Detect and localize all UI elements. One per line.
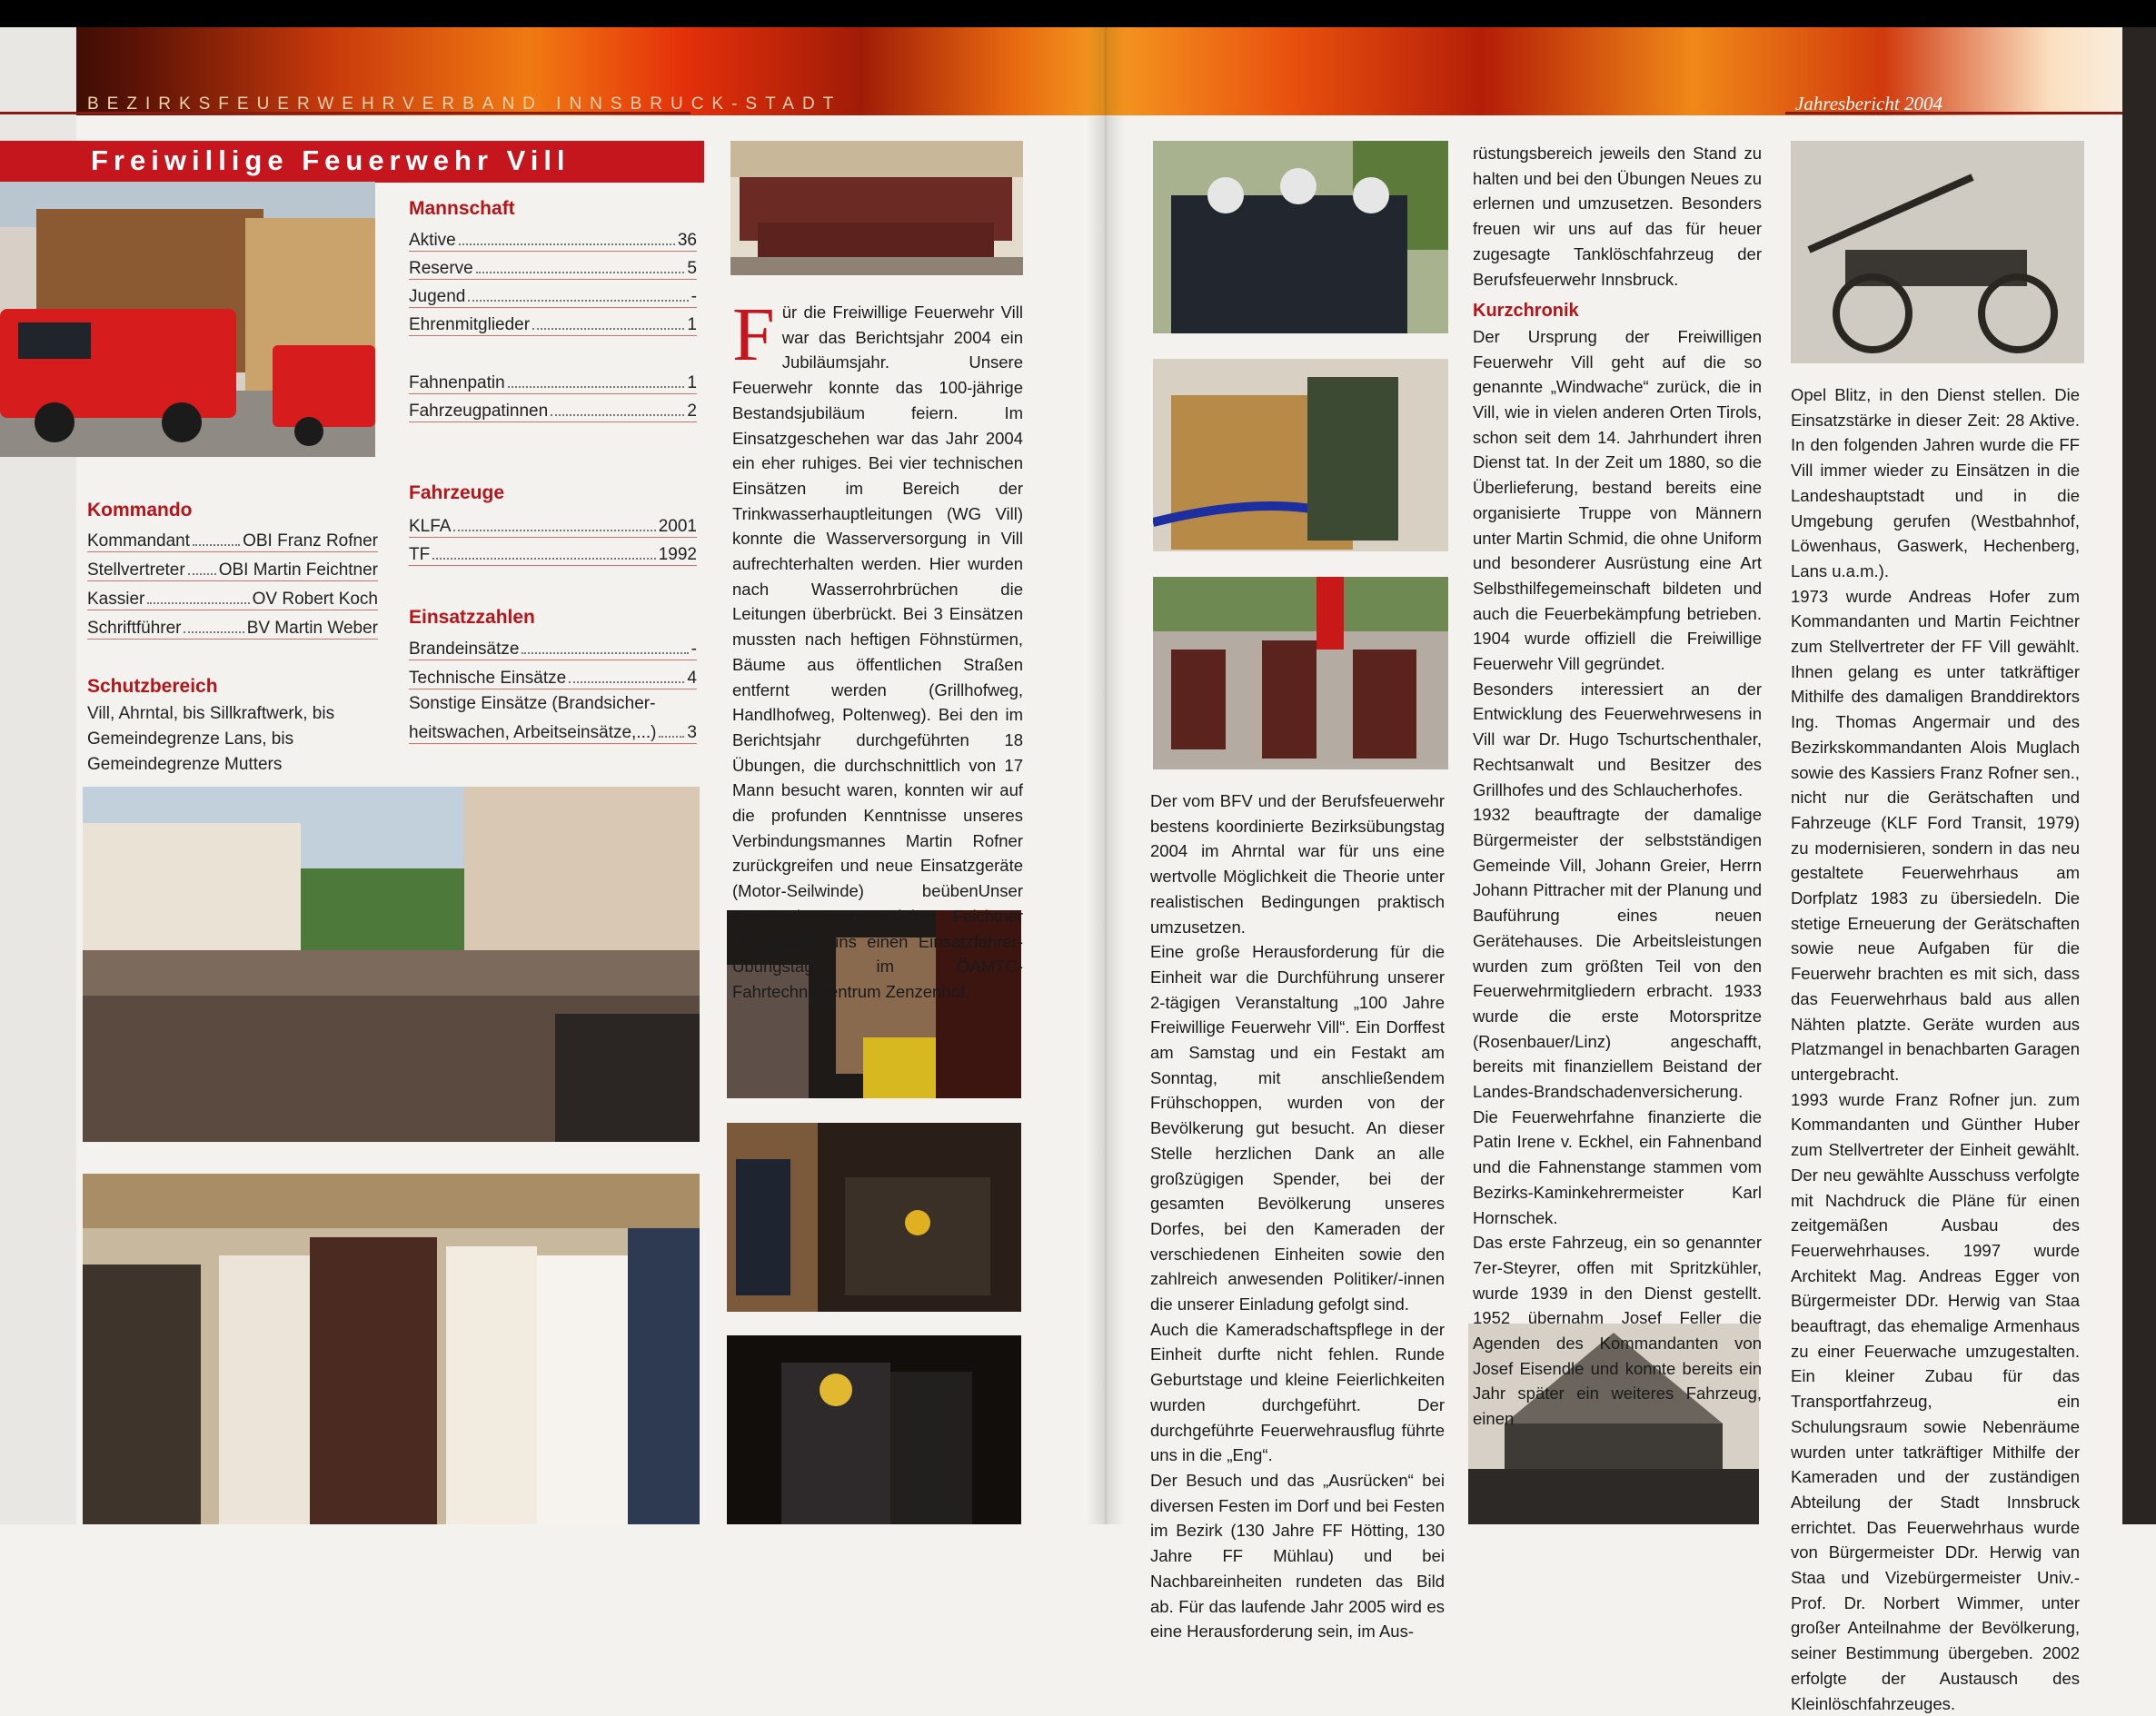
deployment-value: 4	[687, 669, 697, 688]
article-paragraph: Auch die Kameradschaftspflege in der Einheit durfte nicht fehlen. Runde Geburtstage und kleine Feierlichkeiten wurden durchgeführt. Der durchgeführte Feuerwehrausflug führte uns in die „Eng“.	[1150, 1319, 1445, 1465]
stat-value: -	[691, 287, 697, 306]
article-column-4	[1791, 382, 2080, 1716]
stat-value: 2	[687, 402, 697, 421]
article-paragraph: 1973 wurde Andreas Hofer zum Kommandanten und Martin Feichtner zum Stellvertreter der FF Vill gewählt. Ihnen gelang es unter tatkräftiger Mithilfe des damaligen Branddirektors Ing. Thomas Angermair und des Bezirkskommandanten Alois Muglach sowie des Kassiers Franz Rofner sen., nicht nur die Gerätschaften und Fahrzeuge (KLF Ford Transit, 1979) zu modernisieren, sondern in das neu gestaltete Feuerwehrhaus am Dorfplatz 1983 zu übersiedeln. Die stetige Erneuerung der Gerätschaften sowie neue Aufgaben für die Feuerwehr brachten es mit sich, dass das Feuerwehrhaus bald aus allen Nähten platzte. Geräte wurden aus Platzmangel in benachbarten Garagen untergebracht.	[1791, 586, 2080, 1084]
header-organisation: BEZIRKSFEUERWEHRVERBAND INNSBRUCK-STADT	[87, 94, 842, 114]
ceremony-guests-photo	[83, 1174, 700, 1524]
stat-value: 1	[687, 315, 697, 334]
article-paragraph: 1932 beauftragte der damalige Bürgermeister der selbstständigen Gemeinde Vill, Johann Greier, Herrn Johann Pittracher mit der Planung und Bauführung eines neuen Gerätehauses. Die Arbeitsleistungen wurden zum größten Teil von den Feuerwehrmitgliedern erbracht. 1933 wurde die erste Motorspritze (Rosenbauer/Linz) angeschafft, bereits mit finanziellem Beistand der Landes-Brandschadenversicherung. Die Feuerwehrfahne finanzierte die Patin Irene v. Eckhel, ein Fahnenband und die Fahnenstange stammen vom Bezirks-Kaminkehrermeister Karl Hornschek.	[1473, 805, 1762, 1227]
deployment-label: Technische Einsätze	[409, 669, 567, 688]
group-photo	[730, 141, 1023, 275]
stat-value: 1	[687, 373, 697, 392]
command-person: OV Robert Koch	[252, 590, 378, 609]
article-column-2	[1150, 789, 1445, 1644]
vehicle-label: TF	[409, 545, 431, 564]
article-paragraph: Opel Blitz, in den Dienst stellen. Die Einsatzstärke in dieser Zeit: 28 Aktive. In den folgenden Jahren wurde die FF Vill immer wieder zu Einsätzen in die Landeshauptstadt und in die Umgebung gerufen (Westbahnhof, Löwenhaus, Gaswerk, Hechenberg, Lans u.a.m.).	[1791, 385, 2080, 580]
vehicle-year: 1992	[658, 545, 697, 564]
article-intro-text: ür die Freiwillige Feuerwehr Vill war das Berichtsjahr 2004 ein Jubiläumsjahr. Unsere Feuerwehr konnte das 100-jährige Bestandsjubiläum feiern. Im Einsatzgeschehen war das Jahr 2004 ein eher ruhiges. Bei vier technischen Einsätzen im Bereich der Trinkwasserhauptleitungen (WG Vill) konnte die Wasserversorgung in Vill aufrechterhalten werden. Hier wurden nach Wasserrohrbrüchen die Leitungen überbrückt. Bei 3 Einsätzen mussten nach heftigen Föhnstürmen, Bäume aus öffentlichen Straßen entfernt werden (Grillhofweg, Handlhofweg, Poltenweg). Bei den im Berichtsjahr durchgeführten 18 Übungen, die durchschnittlich von 17 Mann besucht waren, konnten wir auf die profunden Kenntnisse unseres Verbindungsmannes Martin Rofner zurückgreifen und neue Einsatzgeräte (Motor-Seilwinde) beübenUnser Kamerad Ing. Alois Feichtner ermöglichte uns einen Einsatzfahrer-Übungstag im ÖAMTC-Fahrtechnikzentrum Zenzenhof.	[732, 303, 1023, 1001]
schutzbereich-text: Vill, Ahrntal, bis Sillkraftwerk, bis Gemeindegrenze Lans, bis Gemeindegrenze Mutters	[87, 704, 335, 774]
scan-edge	[2122, 27, 2156, 1524]
command-role: Kommandant	[87, 531, 191, 551]
flame-banner-right	[1104, 27, 2156, 115]
mannschaft-heading: Mannschaft	[409, 198, 515, 219]
stat-row-jugend	[409, 281, 697, 308]
fire-station-photo	[0, 182, 375, 457]
deployment-sonstige-line1: Sonstige Einsätze (Brandsicher-	[409, 694, 656, 713]
deployment-row-technisch	[409, 662, 697, 689]
firefighters-training-photo	[727, 1123, 1021, 1312]
stat-row-fahnenpatin	[409, 367, 697, 394]
stat-label: Jugend	[409, 287, 466, 306]
historic-fire-pump-photo	[1791, 141, 2084, 363]
stat-value: 36	[677, 231, 697, 250]
command-person: OBI Martin Feichtner	[218, 560, 378, 580]
vehicle-row-tf	[409, 539, 697, 566]
stat-value: 5	[687, 259, 697, 278]
article-paragraph: Der Ursprung der Freiwilligen Feuerwehr Vill geht auf die so genannte „Windwache“ zurück, die in Vill, wie in vielen anderen Orten Tirols, schon seit dem 14. Jahrhundert ihren Dienst tat. In der Zeit um 1880, so die Überlieferung, bestand bereits eine organisierte Truppe von Männern unter Martin Schmid, die ohne Uniform und besonderer Ausrüstung eine Art Selbsthilfegemeinschaft bildeten und auch die Feuerbekämpfung betrieben. 1904 wurde offiziell die Freiwillige Feuerwehr Vill gegründet.	[1473, 326, 1762, 674]
deployment-label: heitswachen, Arbeitseinsätze,...)	[409, 723, 657, 742]
command-role: Schriftführer	[87, 619, 182, 638]
drop-cap: F	[732, 293, 775, 377]
parade-photo	[1153, 577, 1448, 769]
command-role: Stellvertreter	[87, 560, 185, 580]
article-paragraph: 1993 wurde Franz Rofner jun. zum Kommandanten und Günther Huber zum Stellvertreter der Einheit gewählt. Der neu gewählte Ausschuss verfolgte mit Nachdruck die Pläne für einen zeitgemäßen Ausbau des Feuerwehrhauses. 1997 wurde Architekt Mag. Andreas Egger von Bürgermeister DDr. Herwig van Staa beauftragt, das ehemalige Armenhaus zu einer Feuerwache umzugestalten. Ein kleiner Zubau für das Transportfahrzeug, ein Schulungsraum sowie Nebenräume wurden unter tatkräftiger Mithilfe der Kameraden und der zuständigen Abteilung der Stadt Innsbruck errichtet. Das Feuerwehrhaus wurde von Bürgermeister DDr. Herwig van Staa und Vizebürgermeister Univ.-Prof. Dr. Norbert Wimmer, unter großer Anteilnahme der Bevölkerung, seiner Bestimmung übergeben. 2002 erfolgte der Austausch des Kleinlöschfahrzeuges.	[1791, 1089, 2080, 1713]
article-column-1	[732, 293, 1023, 1005]
fahrzeuge-heading: Fahrzeuge	[409, 482, 505, 503]
stat-label: Reserve	[409, 259, 473, 278]
command-person: OBI Franz Rofner	[243, 531, 378, 551]
book-spine-shadow	[1087, 27, 1125, 1524]
article-column-3	[1473, 141, 1762, 1432]
helmets-team-photo	[1153, 141, 1448, 333]
stat-label: Aktive	[409, 231, 456, 250]
command-row-stellvertreter	[87, 554, 378, 581]
command-row-kassier	[87, 583, 378, 610]
festival-crowd-photo	[83, 787, 700, 1142]
article-paragraph: Der Besuch und das „Ausrücken“ bei diversen Festen im Dorf und bei Festen im Bezirk (130 Jahre FF Hötting, 130 Jahre FF Mühlau) und bei Nachbareinheiten rundeten das Bild ab. Für das laufende Jahr 2005 wird es eine Herausforderung sein, im Aus-	[1150, 1470, 1445, 1642]
command-person: BV Martin Weber	[246, 619, 378, 638]
vehicle-year: 2001	[658, 517, 697, 536]
schutzbereich-heading: Schutzbereich	[87, 676, 218, 697]
vehicle-row-klfa	[409, 511, 697, 538]
deployment-value: 3	[687, 723, 697, 742]
command-row-schriftfuehrer	[87, 612, 378, 640]
stat-label: Ehrenmitglieder	[409, 315, 531, 334]
einsatzzahlen-heading: Einsatzzahlen	[409, 607, 535, 628]
top-scan-border	[0, 0, 2156, 27]
kommando-heading: Kommando	[87, 500, 193, 521]
article-paragraph: Besonders interessiert an der Entwicklung des Feuerwehrwesens in Vill war Dr. Hugo Tschurtschenthaler, Rechtsanwalt und Besitzer des Grillhofes und des Schlaucherhofes.	[1473, 679, 1762, 799]
stat-row-aktive	[409, 224, 697, 252]
smoke-exercise-photo	[727, 1335, 1021, 1524]
vehicle-label: KLFA	[409, 517, 452, 536]
deployment-value: -	[691, 640, 697, 659]
header-report-year: Jahresbericht 2004	[1795, 93, 1942, 114]
stat-row-reserve	[409, 253, 697, 280]
stat-label: Fahnenpatin	[409, 373, 505, 392]
command-row-kommandant	[87, 525, 378, 552]
page-title: Freiwillige Feuerwehr Vill	[91, 144, 571, 176]
deployment-label: Brandeinsätze	[409, 640, 520, 659]
article-paragraph: Eine große Herausforderung für die Einheit war die Durchführung unserer 2-tägigen Veranstaltung „100 Jahre Freiwillige Feuerwehr Vill“. Ein Dorffest am Samstag und ein Festakt am Sonntag, mit anschließendem Frühschoppen, wurden von der Bevölkerung gut besucht. An dieser Stelle herzlichen Dank an alle großzügigen Spender, bei der gesamten Bevölkerung unseres Dorfes, bei den Kameraden der verschiedenen Einheiten sowie den zahlreich anwesenden Politiker/-innen die unserer Einladung gefolgt sind.	[1150, 942, 1445, 1314]
article-paragraph: Der vom BFV und der Berufsfeuerwehr bestens koordinierte Bezirksübungstag 2004 im Ahrntal war für uns eine wertvolle Möglichkeit die Theorie unter realistischen Bedingungen praktisch umzusetzen.	[1150, 791, 1445, 937]
command-role: Kassier	[87, 590, 145, 609]
article-paragraph: rüstungsbereich jeweils den Stand zu halten und bei den Übungen Neues zu erlernen und umzusetzen. Besonders freuen wir uns auf das für heuer zugesagte Tanklöschfahrzeug der Berufsfeuerwehr Innsbruck.	[1473, 144, 1762, 289]
stat-label: Fahrzeugpatinnen	[409, 402, 549, 421]
hose-operation-photo	[1153, 359, 1448, 551]
deployment-row-brand	[409, 633, 697, 660]
kurzchronik-heading: Kurzchronik	[1473, 301, 1579, 322]
article-paragraph: Das erste Fahrzeug, ein so genannter 7er-Steyrer, offen mit Spritzkühler, wurde 1939 in den Dienst gestellt. 1952 übernahm Josef Feller die Agenden des Kommandanten von Josef Eisendle und konnte bereits ein Jahr später ein weiteres Fahrzeug, einen	[1473, 1233, 1762, 1429]
stat-row-fahrzeugpatinnen	[409, 395, 697, 422]
deployment-row-sonstige	[409, 717, 697, 744]
stat-row-ehrenmitglieder	[409, 309, 697, 336]
